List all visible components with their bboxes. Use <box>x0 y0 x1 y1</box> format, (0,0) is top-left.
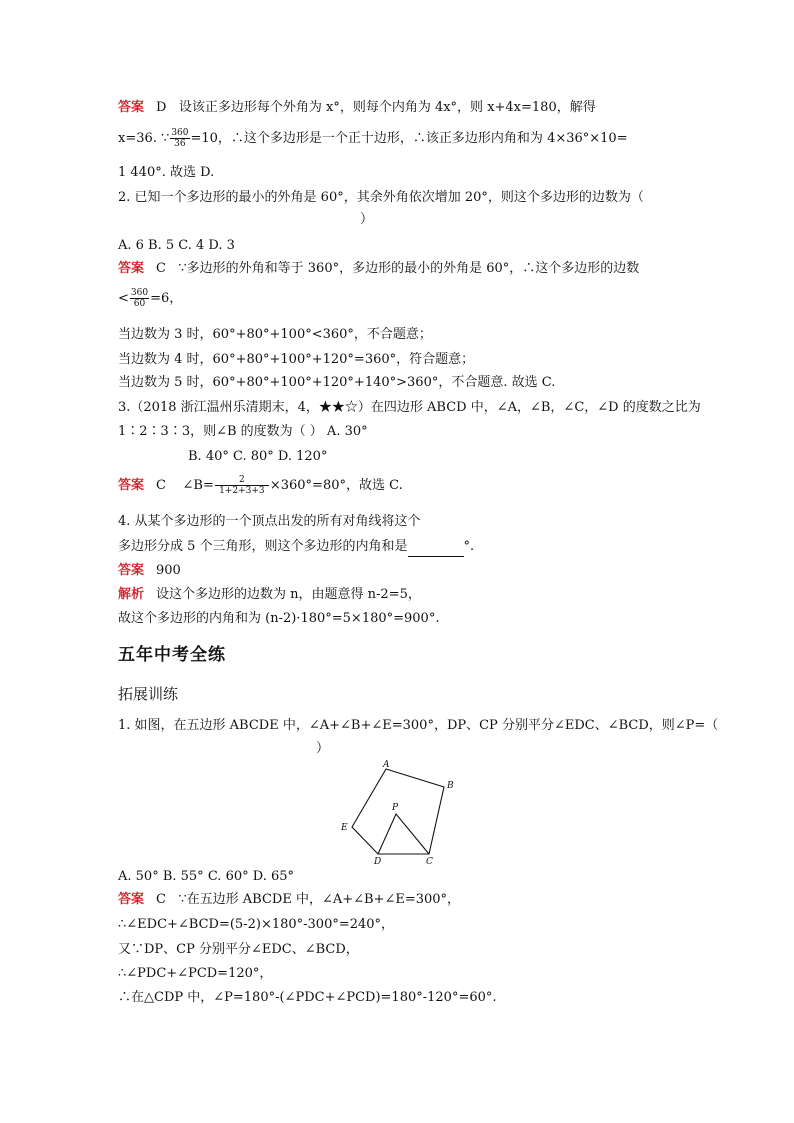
bisector-lines <box>378 814 429 854</box>
text-line: 当边数为 4 时，60°+80°+100°+120°=360°，符合题意； <box>118 352 475 367</box>
text-line: x=36. ∵ $\frac{360}{36}$ =10，∴这个多边形是一个正十边形，∴该正多边形内角和为 4×36°×10= <box>118 128 628 149</box>
vertex-label-b: B <box>447 781 454 791</box>
answer-label: 答案 <box>118 478 145 493</box>
text-line: 设该正多边形每个外角为 x°，则每个内角为 4x°，则 x+4x=180，解得 <box>178 100 596 115</box>
text-line: 当边数为 3 时，60°+80°+100°<360°，不合题意； <box>118 327 432 342</box>
analysis-label: 解析 <box>118 587 145 602</box>
question-bracket: ） <box>316 741 330 756</box>
text-line: 故这个多边形的内角和为 (n-2)·180°=5×180°=900°. <box>118 611 440 626</box>
fill-blank <box>408 543 464 557</box>
answer-line: 答案 C ∠B= $\frac{2}{1+2+3+3}$ ×360°=80°，故选 C. <box>118 475 403 496</box>
answer-label: 答案 <box>118 892 145 907</box>
answer-label: 答案 <box>118 261 145 276</box>
vertex-label-c: C <box>426 857 433 866</box>
text-line: ∴∠PDC+∠PCD=120°， <box>118 966 273 981</box>
answer-line: 答案 C ∵在五边形 ABCDE 中，∠A+∠B+∠E=300°， <box>118 892 461 907</box>
question-options: A. 6 B. 5 C. 4 D. 3 <box>118 238 235 253</box>
text-line: 又∵DP、CP 分别平分∠EDC、∠BCD， <box>118 942 359 957</box>
text-line: 当边数为 5 时，60°+80°+100°+120°+140°>360°，不合题意. 故选 C. <box>118 375 556 390</box>
fraction: $\frac{360}{36}$ <box>171 128 189 149</box>
text-line: < $\frac{360}{60}$ =6， <box>118 288 183 309</box>
answer-value: C <box>156 261 166 276</box>
answer-value: 900 <box>156 563 181 578</box>
question-options: A. 50° B. 55° C. 60° D. 65° <box>118 869 295 884</box>
question-stem: 3.（2018 浙江温州乐清期末，4，★★☆）在四边形 ABCD 中，∠A，∠B，∠C，∠D 的度数之比为 <box>118 400 701 415</box>
answer-line <box>118 561 181 581</box>
fraction: $\frac{2}{1+2+3+3}$ <box>215 475 269 496</box>
text-line: ∵多边形的外角和等于 360°，多边形的最小的外角是 60°，∴这个多边形的边数 <box>178 261 640 276</box>
vertex-label-a: A <box>383 760 390 770</box>
answer-value: C <box>156 892 166 907</box>
analysis-line: 解析 设这个多边形的边数为 n，由题意得 n-2=5， <box>118 587 421 602</box>
question-stem: 1∶2∶3∶3，则∠B 的度数为（ ） A. 30° <box>118 424 368 439</box>
question-options: B. 40° C. 80° D. 120° <box>188 449 328 464</box>
answer-line <box>118 259 639 279</box>
question-bracket: ） <box>360 212 374 227</box>
answer-line <box>118 98 596 118</box>
answer-label: 答案 <box>118 100 145 115</box>
section-title: 五年中考全练 <box>118 645 226 665</box>
pentagon-figure <box>336 758 476 866</box>
fraction: $\frac{360}{60}$ <box>130 288 149 309</box>
question-stem: 2. 已知一个多边形的最小的外角是 60°，其余外角依次增加 20°，则这个多边形的边数为（ <box>118 190 644 205</box>
vertex-label-e: E <box>341 823 348 833</box>
answer-value: D <box>156 100 167 115</box>
question-stem: 多边形分成 5 个三角形，则这个多边形的内角和是 °. <box>118 537 474 557</box>
question-stem: 1. 如图，在五边形 ABCDE 中，∠A+∠B+∠E=300°，DP、CP 分别平分∠EDC、∠BCD，则∠P=（ <box>118 718 719 733</box>
text-line: 1 440°. 故选 D. <box>118 165 215 180</box>
vertex-label-p: P <box>392 803 399 813</box>
text-line: ∴在△CDP 中，∠P=180°-(∠PDC+∠PCD)=180°-120°=60°. <box>118 990 497 1005</box>
answer-label: 答案 <box>118 563 145 578</box>
question-stem: 4. 从某个多边形的一个顶点出发的所有对角线将这个 <box>118 514 421 529</box>
answer-value: C <box>156 478 166 493</box>
text-line: ∴∠EDC+∠BCD=(5-2)×180°-300°=240°， <box>118 917 395 932</box>
section-subtitle: 拓展训练 <box>118 685 179 703</box>
vertex-label-d: D <box>374 857 382 866</box>
